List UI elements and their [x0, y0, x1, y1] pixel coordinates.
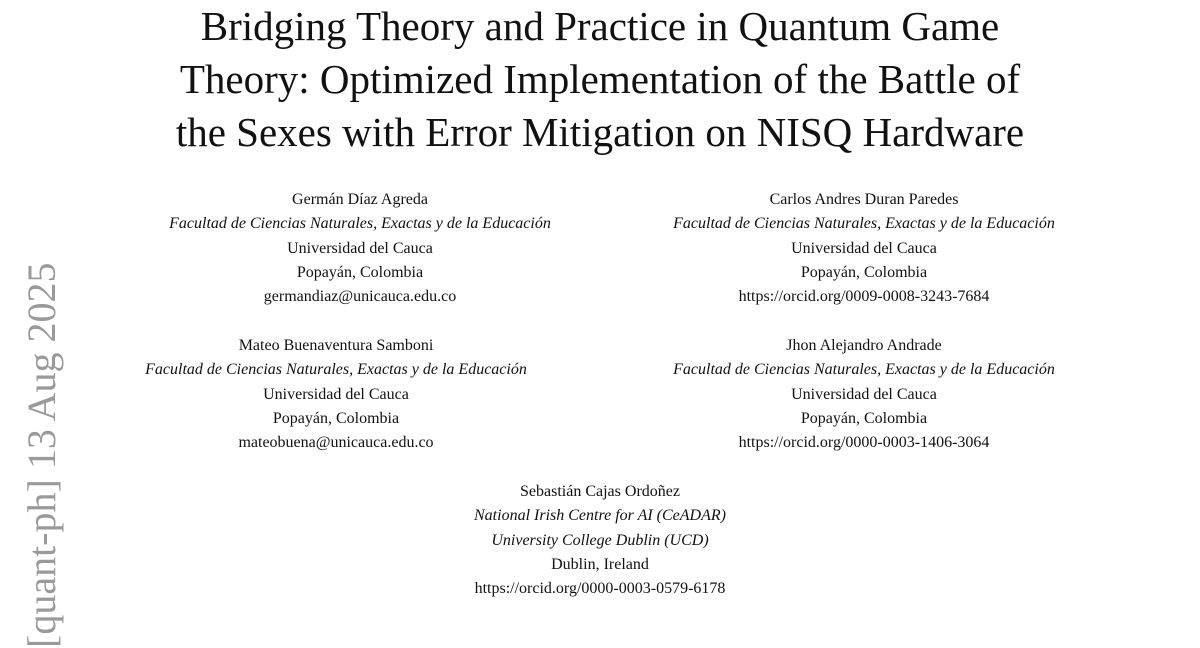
author-location: Popayán, Colombia	[800, 263, 928, 281]
author-affiliation: Facultad de Ciencias Naturales, Exactas y de la Educación	[169, 215, 551, 233]
author-name: Carlos Andres Duran Paredes	[769, 191, 959, 208]
author-institution: Universidad del Cauca	[791, 385, 937, 403]
author-orcid: https://orcid.org/0009-0008-3243-7684	[738, 288, 990, 306]
author-block-3	[96, 334, 576, 455]
author-location: Popayán, Colombia	[272, 409, 400, 427]
author-affiliation: Facultad de Ciencias Naturales, Exactas y de la Educación	[145, 361, 527, 379]
paper-title	[60, 0, 1140, 159]
author-email: germandiaz@unicauca.edu.co	[263, 288, 457, 306]
author-institution: Universidad del Cauca	[287, 239, 433, 257]
title-line-1: Bridging Theory and Practice in Quantum Game	[200, 3, 1000, 49]
arxiv-stamp: [quant-ph] 13 Aug 2025	[19, 262, 64, 648]
author-location: Popayán, Colombia	[296, 263, 424, 281]
author-block-5	[400, 480, 800, 601]
author-email: mateobuena@unicauca.edu.co	[238, 434, 434, 452]
author-orcid: https://orcid.org/0000-0003-0579-6178	[474, 580, 726, 598]
author-institution: Universidad del Cauca	[791, 239, 937, 257]
author-name: Jhon Alejandro Andrade	[786, 337, 942, 354]
author-orcid: https://orcid.org/0000-0003-1406-3064	[738, 434, 990, 452]
author-block-1	[120, 188, 600, 309]
author-affiliation: Facultad de Ciencias Naturales, Exactas y de la Educación	[673, 215, 1055, 233]
author-name: Germán Díaz Agreda	[292, 191, 428, 208]
author-block-2	[624, 188, 1104, 309]
author-block-4	[624, 334, 1104, 455]
author-affiliation: Facultad de Ciencias Naturales, Exactas y de la Educación	[673, 361, 1055, 379]
author-affiliation: National Irish Centre for AI (CeADAR)	[474, 507, 726, 525]
author-name: Sebastián Cajas Ordoñez	[520, 483, 680, 500]
author-location: Dublin, Ireland	[551, 555, 649, 573]
title-line-2: Theory: Optimized Implementation of the Battle of	[179, 56, 1021, 102]
author-name: Mateo Buenaventura Samboni	[238, 337, 434, 354]
author-affiliation-secondary: University College Dublin (UCD)	[491, 531, 709, 549]
author-institution: Universidad del Cauca	[263, 385, 409, 403]
title-line-3: the Sexes with Error Mitigation on NISQ Hardware	[175, 109, 1025, 155]
author-location: Popayán, Colombia	[800, 409, 928, 427]
